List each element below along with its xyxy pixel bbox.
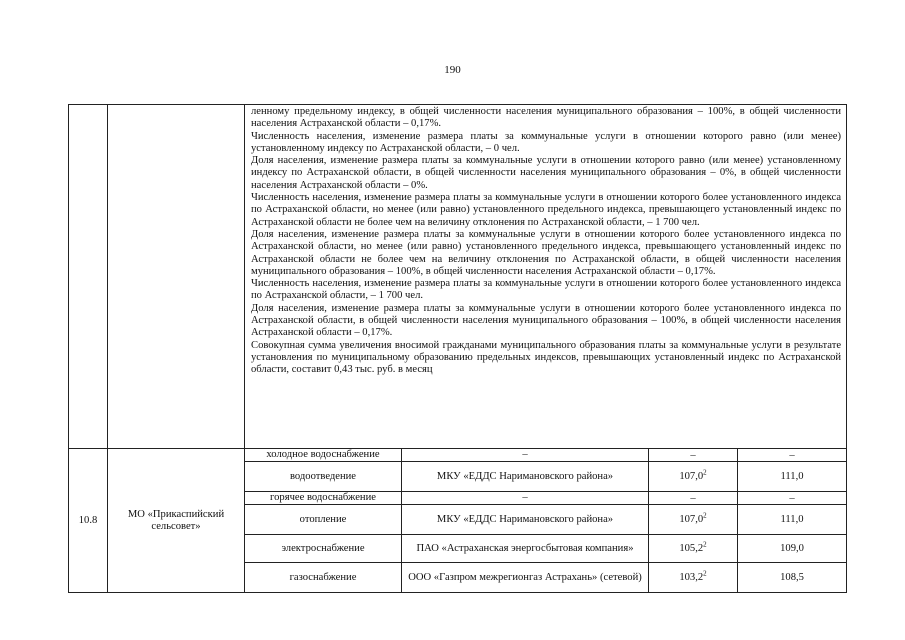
index-value: 105,2$^2$ bbox=[649, 535, 738, 563]
provider-name: – bbox=[402, 492, 649, 505]
paragraph: Доля населения, изменение размера платы за коммунальные услуги в отношении которого более установленного индекса по Астраханской области, но менее (или равно) установленного предельного индекса, превышающего установленный индекс по Астраханской области не более чем на величину отклонения по Астраханской области, в общей численности населения муниципального образования – 100%, в общей численности населения Астраханской области – 0,17%. bbox=[251, 228, 842, 277]
continued-municipality-cell bbox=[108, 105, 245, 449]
paragraph: Доля населения, изменение размера платы за коммунальные услуги в отношении которого более установленного индекса по Астраханской области, в общей численности населения муниципального образования – 100%, в общей численности населения Астраханской области – 0,17%. bbox=[251, 302, 842, 339]
index-value: 107,0$^2$ bbox=[649, 505, 738, 535]
index-value: – bbox=[649, 449, 738, 462]
service-name: холодное водоснабжение bbox=[245, 449, 402, 462]
index-value: 103,2$^2$ bbox=[649, 563, 738, 593]
paragraph: Доля населения, изменение размера платы за коммунальные услуги в отношении которого равно (или менее) установленному индексу по Астраханской области, в общей численности населения муниципального образования – 0%, в общей численности населения Астраханской области – 0%. bbox=[251, 155, 842, 191]
continued-row bbox=[69, 105, 847, 449]
paragraph: Совокупная сумма увеличения вносимой гражданами муниципального образования платы за коммунальные услуги в результате установления по муниципальному образованию предельных индексов, превышающих установленный индекс по Астраханской области, составит 0,43 тыс. руб. в месяц bbox=[251, 339, 842, 376]
provider-name: ООО «Газпром межрегионгаз Астрахань» (сетевой) bbox=[402, 563, 649, 593]
limit-value: – bbox=[738, 492, 847, 505]
service-name: горячее водоснабжение bbox=[245, 492, 402, 505]
index-value: – bbox=[649, 492, 738, 505]
table-row bbox=[69, 449, 847, 462]
limit-value: 111,0 bbox=[738, 462, 847, 492]
paragraph: Численность населения, изменение размера платы за коммунальные услуги в отношении которого более установленного индекса по Астраханской области, – 1 700 чел. bbox=[251, 278, 842, 302]
service-name: водоотведение bbox=[245, 462, 402, 492]
limit-value: 109,0 bbox=[738, 535, 847, 563]
continued-number-cell bbox=[69, 105, 108, 449]
limit-value: – bbox=[738, 449, 847, 462]
entry-number: 10.8 bbox=[69, 449, 108, 593]
paragraph: Численность населения, изменение размера платы за коммунальные услуги в отношении которого более установленного индекса по Астраханской области, но менее (или равно) установленного предельного индекса, превышающего установленный индекс по Астраханской области не более чем на величину отклонения по Астраханской области, – 1 700 чел. bbox=[251, 192, 842, 228]
paragraph: ленному предельному индексу, в общей численности населения муниципального образования – 100%, в общей численности населения Астраханской области – 0,17%. bbox=[251, 106, 842, 130]
page-number: 190 bbox=[444, 64, 461, 76]
indices-table bbox=[68, 104, 847, 593]
entry-municipality: МО «Прикаспийский сельсовет» bbox=[108, 449, 245, 593]
continued-text-cell bbox=[245, 105, 847, 449]
service-name: электроснабжение bbox=[245, 535, 402, 563]
provider-name: МКУ «ЕДДС Наримановского района» bbox=[402, 505, 649, 535]
index-value: 107,0$^2$ bbox=[649, 462, 738, 492]
provider-name: – bbox=[402, 449, 649, 462]
limit-value: 108,5 bbox=[738, 563, 847, 593]
limit-value: 111,0 bbox=[738, 505, 847, 535]
service-name: газоснабжение bbox=[245, 563, 402, 593]
paragraph: Численность населения, изменение размера платы за коммунальные услуги в отношении которого равно (или менее) установленному индексу по Астраханской области, – 0 чел. bbox=[251, 130, 842, 154]
service-name: отопление bbox=[245, 505, 402, 535]
provider-name: ПАО «Астраханская энергосбытовая компания» bbox=[402, 535, 649, 563]
provider-name: МКУ «ЕДДС Наримановского района» bbox=[402, 462, 649, 492]
